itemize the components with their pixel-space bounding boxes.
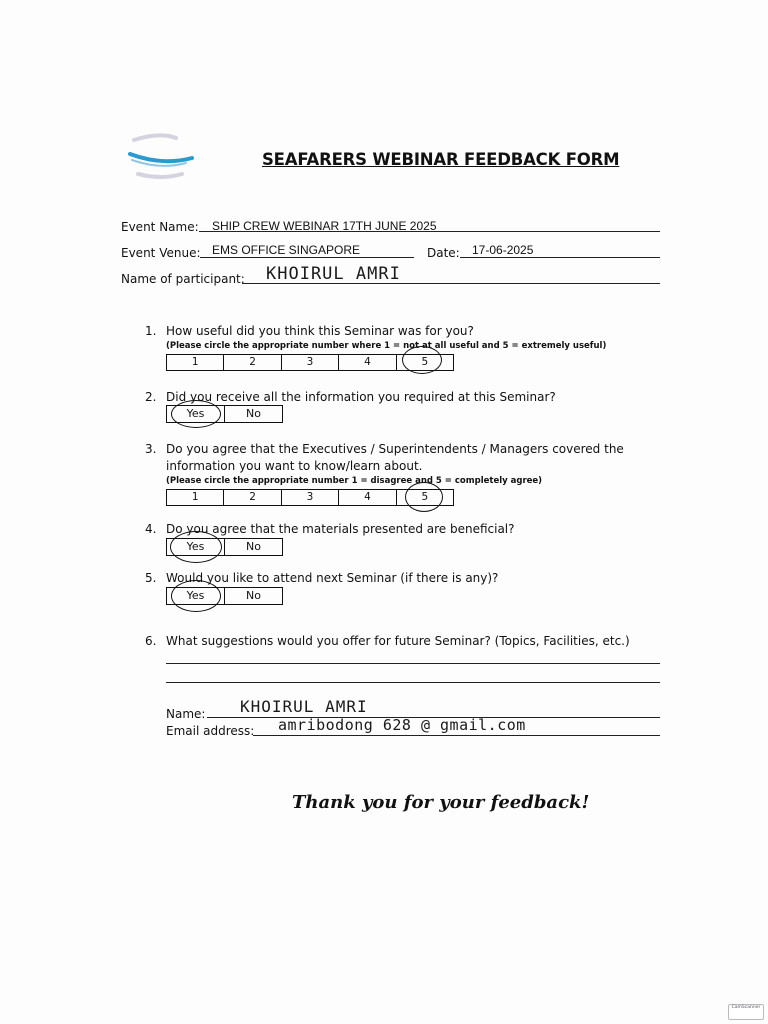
q1-number: 1. bbox=[145, 324, 157, 338]
q3-text-cont: information you want to know/learn about. bbox=[166, 459, 423, 473]
email-line bbox=[253, 734, 660, 736]
q3-option[interactable]: 2 bbox=[224, 490, 281, 505]
q3-number: 3. bbox=[145, 442, 157, 456]
q1-note: (Please circle the appropriate number where 1 = not at all useful and 5 = extremely useful) bbox=[166, 341, 607, 351]
q2-no-option[interactable]: No bbox=[246, 407, 261, 420]
event-venue-label: Event Venue: bbox=[121, 246, 201, 260]
q2-selection-circle bbox=[171, 400, 221, 428]
q5-selection-circle bbox=[171, 580, 221, 612]
q1-selection-circle bbox=[402, 346, 442, 374]
q1-text: How useful did you think this Seminar was for you? bbox=[166, 324, 474, 338]
q5-yes-option[interactable]: Yes bbox=[167, 588, 225, 604]
thank-you-note: Thank you for your feedback! bbox=[292, 792, 590, 813]
suggestion-line-1[interactable] bbox=[166, 662, 660, 664]
q1-option[interactable]: 3 bbox=[282, 355, 339, 370]
scanner-badge-text: CamScanner bbox=[731, 1005, 761, 1010]
q4-no-option[interactable]: No bbox=[246, 540, 261, 553]
participant-value[interactable]: KHOIRUL AMRI bbox=[266, 264, 401, 284]
event-name-value[interactable]: SHIP CREW WEBINAR 17TH JUNE 2025 bbox=[212, 219, 437, 233]
event-venue-value[interactable]: EMS OFFICE SINGAPORE bbox=[212, 243, 361, 257]
q3-text: Do you agree that the Executives / Superintendents / Managers covered the bbox=[166, 442, 624, 456]
q4-yes-option[interactable]: Yes bbox=[167, 539, 225, 555]
q1-option[interactable]: 4 bbox=[339, 355, 396, 370]
q3-option[interactable]: 3 bbox=[282, 490, 339, 505]
name-label: Name: bbox=[166, 707, 206, 721]
q3-note: (Please circle the appropriate number 1 = disagree and 5 = completely agree) bbox=[166, 476, 543, 486]
date-value[interactable]: 17-06-2025 bbox=[472, 243, 534, 257]
q3-option[interactable]: 5 bbox=[421, 491, 429, 503]
q2-text: Did you receive all the information you required at this Seminar? bbox=[166, 390, 556, 404]
email-label: Email address: bbox=[166, 724, 255, 738]
q3-selection-circle bbox=[405, 482, 443, 512]
q3-option[interactable]: 4 bbox=[339, 490, 396, 505]
q6-text: What suggestions would you offer for future Seminar? (Topics, Facilities, etc.) bbox=[166, 634, 630, 648]
suggestion-line-2[interactable] bbox=[166, 681, 660, 683]
q5-no-option[interactable]: No bbox=[246, 589, 261, 602]
name-value[interactable]: KHOIRUL AMRI bbox=[240, 697, 368, 716]
q4-text: Do you agree that the materials presented are beneficial? bbox=[166, 522, 515, 536]
company-logo bbox=[126, 130, 198, 182]
q1-option[interactable]: 1 bbox=[167, 355, 224, 370]
q1-option[interactable]: 5 bbox=[421, 356, 429, 368]
form-title: SEAFARERS WEBINAR FEEDBACK FORM bbox=[262, 150, 620, 169]
q2-yes-option[interactable]: Yes bbox=[167, 406, 225, 422]
q4-selection-circle bbox=[170, 531, 222, 563]
q4-number: 4. bbox=[145, 522, 157, 536]
q3-option[interactable]: 1 bbox=[167, 490, 224, 505]
q5-number: 5. bbox=[145, 571, 157, 585]
q5-text: Would you like to attend next Seminar (if there is any)? bbox=[166, 571, 499, 585]
event-name-label: Event Name: bbox=[121, 220, 199, 234]
date-label: Date: bbox=[427, 246, 460, 260]
q2-number: 2. bbox=[145, 390, 157, 404]
scanner-badge bbox=[728, 1004, 764, 1020]
email-value[interactable]: amribodong 628 @ gmail.com bbox=[278, 716, 526, 734]
q1-option[interactable]: 2 bbox=[224, 355, 281, 370]
participant-label: Name of participant: bbox=[121, 272, 245, 286]
q6-number: 6. bbox=[145, 634, 157, 648]
